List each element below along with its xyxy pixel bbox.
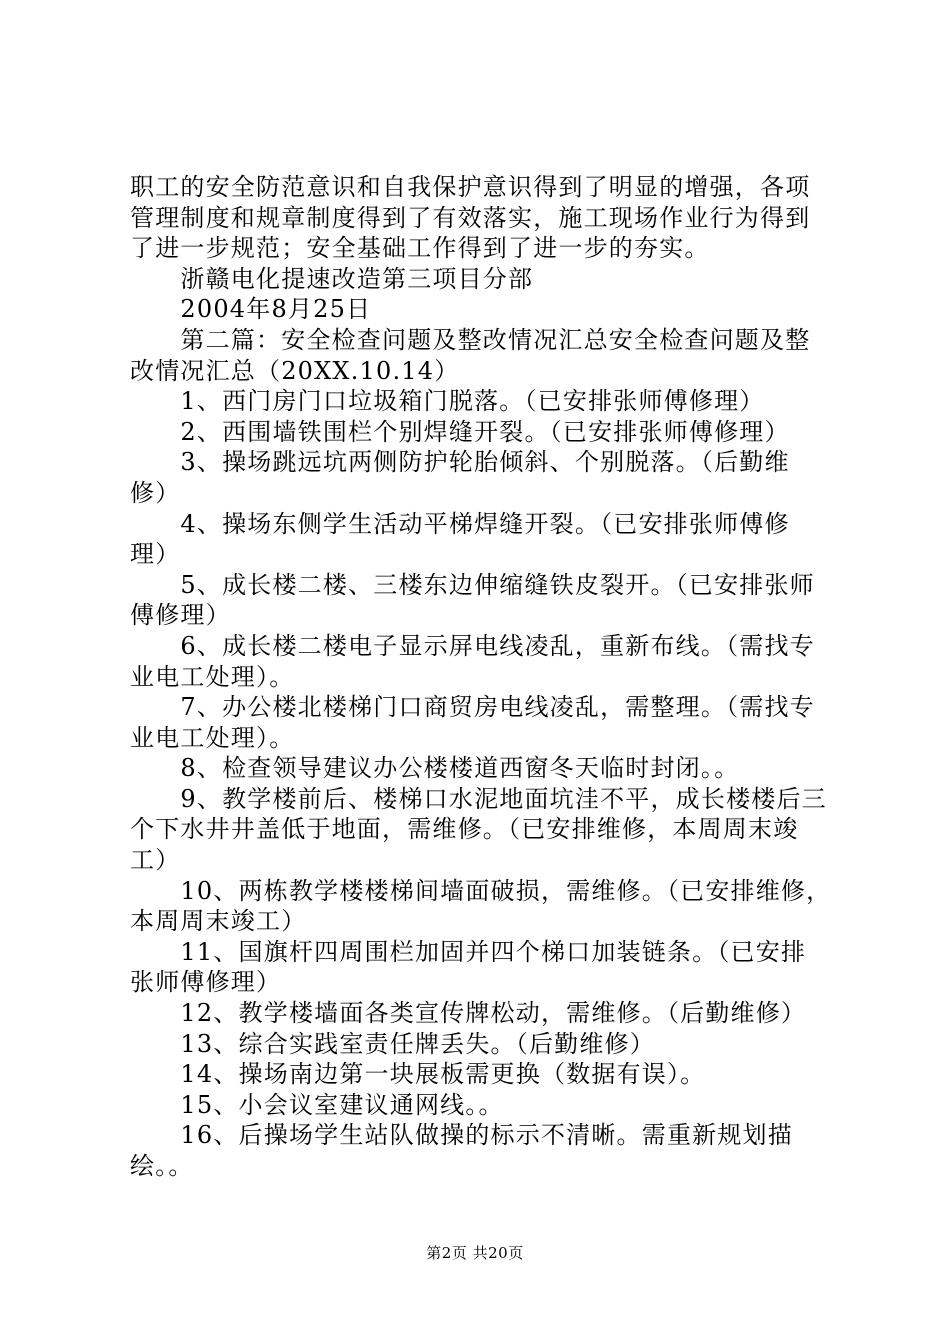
text-line: 绘。。 xyxy=(130,1152,194,1180)
text-line: 10、两栋教学楼楼梯间墙面破损，需维修。（已安排维修， xyxy=(130,876,832,905)
text-line: 了进一步规范；安全基础工作得到了进一步的夯实。 xyxy=(130,234,710,263)
text-line: 浙赣电化提速改造第三项目分部 xyxy=(130,264,534,293)
text-line: 3、操场跳远坑两侧防护轮胎倾斜、个别脱落。（后勤维 xyxy=(130,448,790,477)
text-line: 第二篇：安全检查问题及整改情况汇总安全检查问题及整 xyxy=(130,325,811,354)
text-line: 业电工处理）。 xyxy=(130,662,295,691)
text-line: 1、西门房门口垃圾箱门脱落。（已安排张师傅修理） xyxy=(130,387,765,416)
text-line: 2004年8月25日 xyxy=(130,295,372,324)
text-line: 2、西围墙铁围栏个别焊缝开裂。（已安排张师傅修理） xyxy=(130,417,790,446)
text-line: 业电工处理）。 xyxy=(130,723,295,752)
page-footer: 第2页 共20页 xyxy=(426,1244,524,1262)
text-line: 管理制度和规章制度得到了有效落实，施工现场作业行为得到 xyxy=(130,203,811,232)
text-line: 本周周末竣工） xyxy=(130,907,307,936)
text-line: 工） xyxy=(130,846,181,875)
text-line: 傅修理） xyxy=(130,601,231,630)
text-line: 16、后操场学生站队做操的标示不清晰。需重新规划描 xyxy=(130,1121,793,1150)
document-body xyxy=(130,172,830,1182)
text-line: 张师傅修理） xyxy=(130,968,282,997)
text-line: 职工的安全防范意识和自我保护意识得到了明显的增强，各项 xyxy=(130,173,811,201)
text-line: 修） xyxy=(130,478,181,507)
text-line: 15、小会议室建议通网线。。 xyxy=(130,1090,504,1119)
text-line: 5、成长楼二楼、三楼东边伸缩缝铁皮裂开。（已安排张师 xyxy=(130,570,815,599)
text-line: 6、成长楼二楼电子显示屏电线凌乱，重新布线。（需找专 xyxy=(130,631,815,660)
text-line: 4、操场东侧学生活动平梯焊缝开裂。（已安排张师傅修 xyxy=(130,509,790,538)
text-line: 11、国旗杆四周围栏加固并四个梯口加装链条。（已安排 xyxy=(130,937,807,966)
text-line: 个下水井井盖低于地面，需维修。（已安排维修，本周周末竣 xyxy=(130,815,799,844)
text-line: 13、综合实践室责任牌丢失。（后勤维修） xyxy=(130,1029,655,1058)
text-line: 12、教学楼墙面各类宣传牌松动，需维修。（后勤维修） xyxy=(130,999,807,1028)
text-line: 8、检查领导建议办公楼楼道西窗冬天临时封闭。。 xyxy=(130,754,740,783)
text-line: 14、操场南边第一块展板需更换（数据有误）。 xyxy=(130,1060,706,1089)
text-line: 改情况汇总（20XX.10.14） xyxy=(130,356,460,385)
text-line: 理） xyxy=(130,540,181,569)
text-line: 7、办公楼北楼梯门口商贸房电线凌乱，需整理。（需找专 xyxy=(130,693,815,722)
text-line: 9、教学楼前后、楼梯口水泥地面坑洼不平，成长楼楼后三 xyxy=(130,784,827,813)
